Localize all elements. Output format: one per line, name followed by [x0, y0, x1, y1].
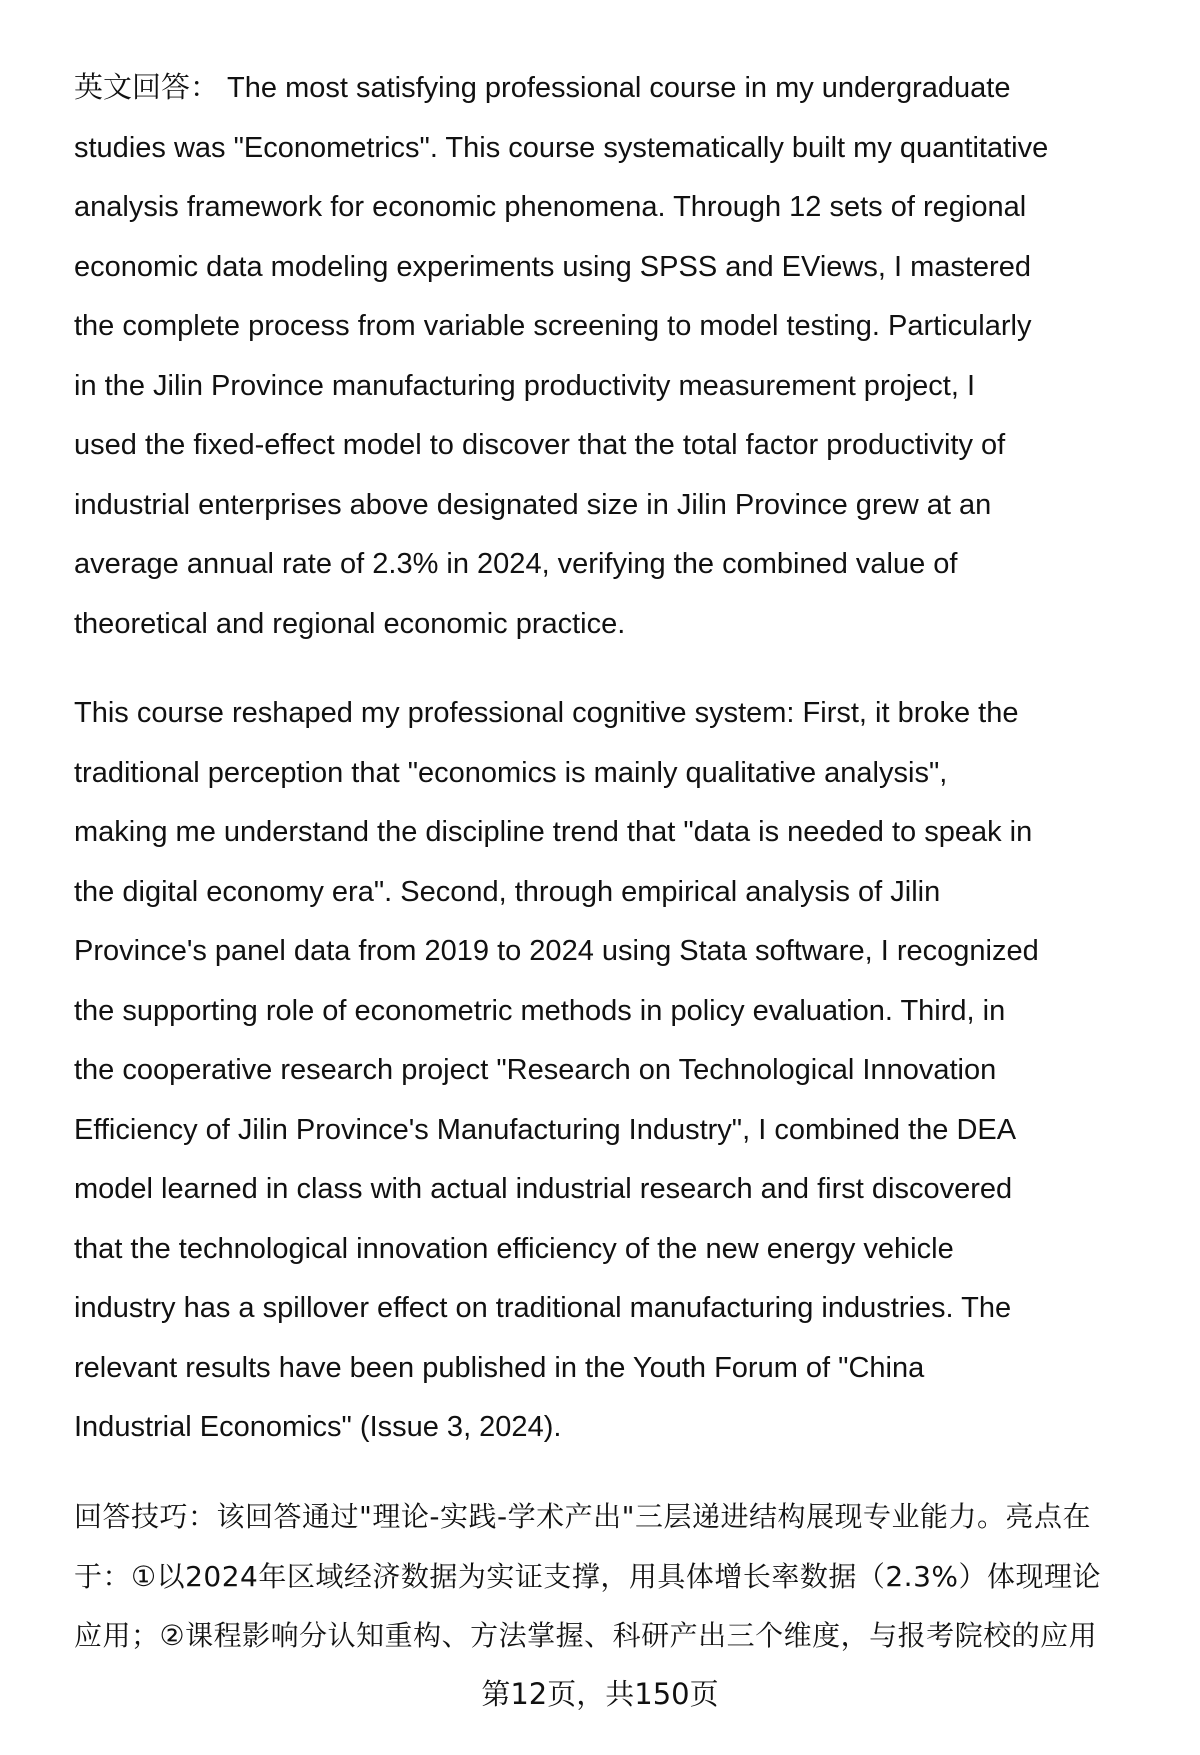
text-line: relevant results have been published in the Youth Forum of "China: [74, 1351, 925, 1384]
text-line: in the Jilin Province manufacturing productivity measurement project, I: [74, 369, 976, 402]
text-line: industry has a spillover effect on traditional manufacturing industries. The: [74, 1292, 1012, 1324]
course-impact-paragraph: [74, 684, 1039, 1458]
text-line: Industrial Economics" (Issue 3, 2024).: [74, 1411, 562, 1443]
text-line: analysis framework for economic phenomena. Through 12 sets of regional: [74, 191, 1027, 223]
text-line: Province's panel data from 2019 to 2024 using Stata software, I recognized: [74, 935, 1039, 967]
text-line: the cooperative research project "Research on Technological Innovation: [74, 1054, 997, 1086]
text-line: model learned in class with actual industrial research and first discovered: [74, 1173, 1013, 1205]
text-line: the complete process from variable screening to model testing. Particularly: [74, 310, 1032, 342]
text-line: the supporting role of econometric methods in policy evaluation. Third, in: [74, 994, 1006, 1027]
text-line: the digital economy era". Second, through empirical analysis of Jilin: [74, 875, 941, 908]
text-line: making me understand the discipline trend that "data is needed to speak in: [74, 816, 1033, 848]
answer-tips-paragraph: [74, 1487, 1101, 1666]
text-line: 回答技巧：该回答通过"理论-实践-学术产出"三层递进结构展现专业能力。亮点在: [74, 1500, 1091, 1533]
text-line: 应用；②课程影响分认知重构、方法掌握、科研产出三个维度，与报考院校的应用: [74, 1619, 1098, 1652]
text-line: used the fixed-effect model to discover that the total factor productivity of: [74, 429, 1006, 461]
text-line: economic data modeling experiments using SPSS and EViews, I mastered: [74, 250, 1031, 283]
text-line: theoretical and regional economic practice.: [74, 607, 626, 640]
text-line: studies was "Econometrics". This course systematically built my quantitative: [74, 131, 1049, 164]
text-line: that the technological innovation efficiency of the new energy vehicle: [74, 1232, 954, 1265]
english-answer-paragraph: [74, 59, 1048, 654]
text-line: Efficiency of Jilin Province's Manufacturing Industry", I combined the DEA: [74, 1113, 1017, 1146]
text-line: This course reshaped my professional cognitive system: First, it broke the: [74, 697, 1019, 729]
text-line: traditional perception that "economics is mainly qualitative analysis",: [74, 756, 948, 789]
text-line: 于：①以2024年区域经济数据为实证支撑，用具体增长率数据（2.3%）体现理论: [74, 1559, 1101, 1593]
page-number: 第12页，共150页: [481, 1677, 719, 1711]
text-line: average annual rate of 2.3% in 2024, verifying the combined value of: [74, 548, 958, 580]
text-line: 英文回答： The most satisfying professional course in my undergraduate: [74, 72, 1011, 104]
text-line: industrial enterprises above designated size in Jilin Province grew at an: [74, 488, 992, 521]
